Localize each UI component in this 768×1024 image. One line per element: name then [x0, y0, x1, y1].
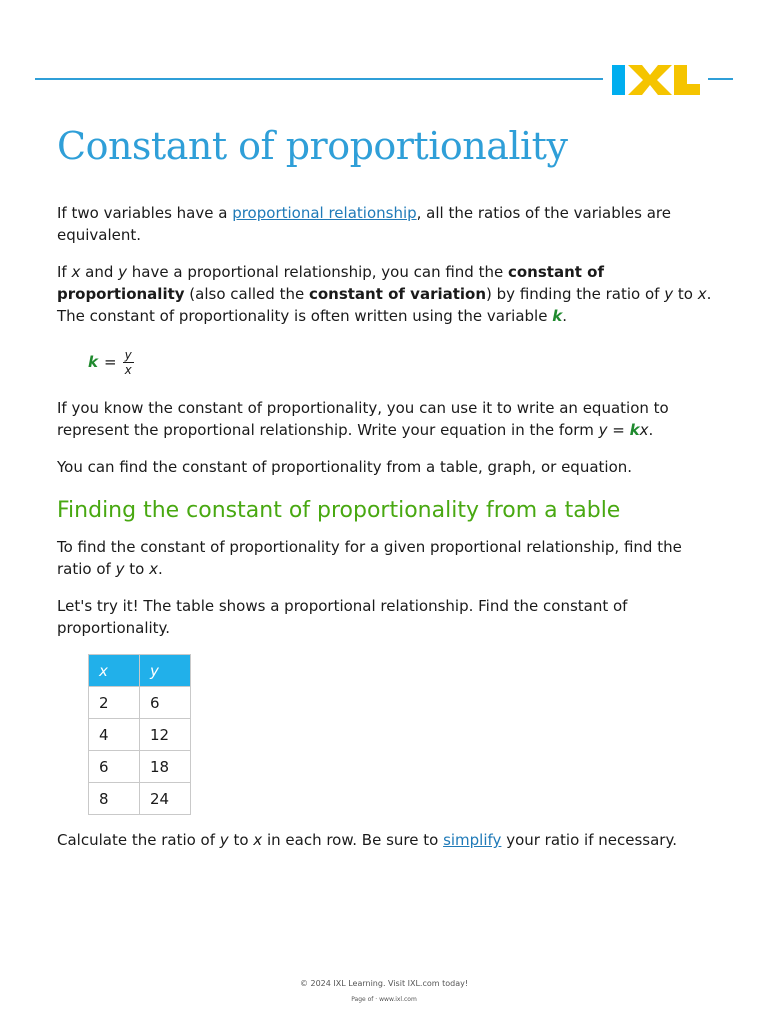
paragraph-try-it: Let's try it! The table shows a proportional relationship. Find the constant of proportionality.: [57, 597, 628, 637]
term-constant-of-variation: constant of variation: [308, 285, 487, 303]
footer-page-info: Page of · www.ixl.com: [351, 996, 417, 1003]
table-header-x: x: [89, 655, 140, 687]
table-cell: 24: [140, 783, 191, 815]
footer-copyright: © 2024 IXL Learning. Visit IXL.com today!: [299, 979, 469, 988]
table-cell: 12: [140, 719, 191, 751]
table-cell: 8: [89, 783, 140, 815]
table-cell: 6: [140, 687, 191, 719]
page-title: Constant of proportionality: [57, 124, 568, 168]
paragraph-sources: You can find the constant of proportionality from a table, graph, or equation.: [57, 458, 633, 476]
header-rule-right: [708, 78, 733, 80]
formula-fraction: [123, 348, 134, 377]
table-cell: 18: [140, 751, 191, 783]
formula-k: k: [88, 353, 98, 371]
formula-equals: =: [103, 353, 117, 371]
intro-paragraph-2: If x and y have a proportional relationship, you can find the constant of proportionality (also called the constant of variation) by finding the ratio of y to x. The constant of proportionality is often written using the variable k.: [57, 263, 712, 325]
paragraph-calculate: Calculate the ratio of y to x in each row. Be sure to simplify your ratio if necessary.: [57, 831, 677, 849]
proportional-relationship-link[interactable]: proportional relationship: [232, 204, 417, 222]
k-formula: [88, 342, 717, 382]
table-header-row: [89, 655, 191, 687]
ixl-logo: [612, 64, 700, 96]
paragraph-write-equation: If you know the constant of proportionality, you can use it to write an equation to represent the proportional relationship. Write your equation in the form y = kx.: [57, 399, 669, 439]
header-rule-left: [35, 78, 603, 80]
term-constant-of-proportionality: constant of proportionality: [57, 263, 604, 303]
proportional-table: [88, 654, 191, 815]
table-row: [89, 719, 191, 751]
simplify-link[interactable]: simplify: [443, 831, 502, 849]
table-cell: 6: [89, 751, 140, 783]
table-header-y: y: [140, 655, 191, 687]
fraction-denominator: x: [124, 362, 132, 377]
table-cell: 2: [89, 687, 140, 719]
table-row: [89, 783, 191, 815]
document-body: [57, 202, 717, 866]
section-heading: Finding the constant of proportionality from a table: [57, 498, 621, 523]
table-cell: 4: [89, 719, 140, 751]
intro-paragraph-1: If two variables have a proportional relationship, all the ratios of the variables are equivalent.: [57, 204, 671, 244]
paragraph-find-ratio: To find the constant of proportionality for a given proportional relationship, find the ratio of y to x.: [57, 538, 682, 578]
table-row: [89, 751, 191, 783]
fraction-numerator: y: [124, 347, 132, 362]
table-row: [89, 687, 191, 719]
